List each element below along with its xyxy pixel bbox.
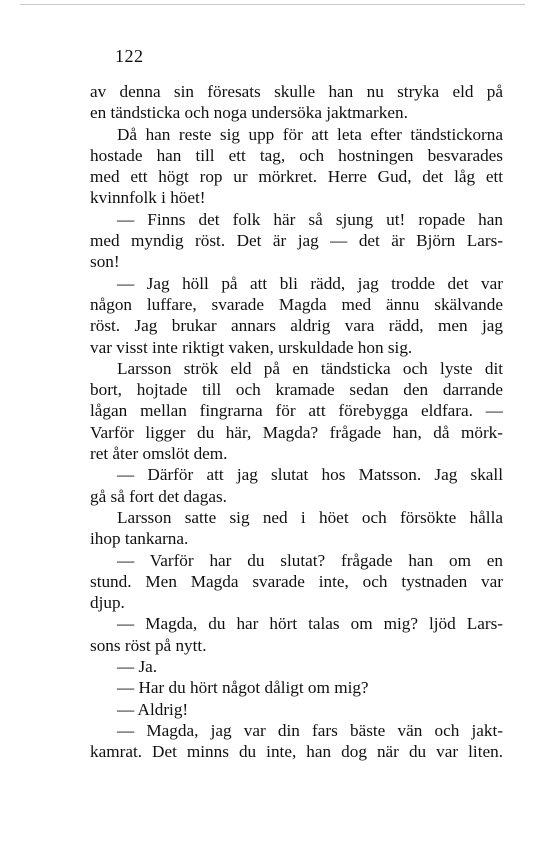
text-line: — Därför att jag slutat hos Matsson. Jag skall [117, 465, 503, 485]
text-line: en tändsticka och noga undersöka jaktmarken. [90, 103, 408, 123]
text-line: Larsson strök eld på en tändsticka och lyste dit [117, 358, 503, 378]
text-line: — Har du hört något dåligt om mig? [117, 678, 369, 698]
text-line: av denna sin föresats skulle han nu stryka eld på [90, 82, 503, 101]
text-line: hostade han till ett tag, och hostningen besvarades [90, 145, 503, 165]
text-line: djup. [90, 593, 125, 613]
text-line: någon luffare, svarade Magda med ännu skälvande [90, 294, 503, 314]
text-line: var visst inte riktigt vaken, urskuldade hon sig. [90, 337, 413, 357]
page-number: 122 [115, 46, 144, 66]
text-line: — Jag höll på att bli rädd, jag trodde det var [117, 273, 503, 293]
text-line: stund. Men Magda svarade inte, och tystnaden var [90, 571, 503, 591]
text-line: kvinnfolk i höet! [90, 188, 206, 208]
text-line: bort, hojtade till och kramade sedan den darrande [90, 380, 503, 400]
text-line: Larsson satte sig ned i höet och försökte hålla [117, 507, 503, 527]
text-line: Då han reste sig upp för att leta efter tändstickorna [117, 124, 503, 144]
text-line: ret åter omslöt dem. [90, 444, 228, 464]
text-line: — Finns det folk här så sjung ut! ropade han [117, 209, 503, 229]
text-line: — Magda, du har hört talas om mig? ljöd Lars- [117, 614, 503, 634]
text-line: — Varför har du slutat? frågade han om en [117, 550, 503, 570]
text-line: son! [90, 252, 120, 272]
text-line: gå så fort det dagas. [90, 486, 227, 506]
text-line: med myndig röst. Det är jag — det är Björn Lars- [90, 231, 503, 251]
body-text [90, 81, 503, 763]
text-line: kamrat. Det minns du inte, han dog när du var liten. [90, 742, 503, 762]
text-line: Varför ligger du här, Magda? frågade han, då mörk- [90, 422, 503, 442]
text-line: — Ja. [117, 657, 158, 677]
text-line: med ett högt rop ur mörkret. Herre Gud, det låg ett [90, 167, 503, 187]
text-line: ihop tankarna. [90, 529, 189, 549]
text-line: — Magda, jag var din fars bäste vän och jakt- [117, 720, 503, 740]
text-line: röst. Jag brukar annars aldrig vara rädd, men jag [90, 316, 503, 336]
text-line: lågan mellan fingrarna för att förebygga eldfara. — [90, 401, 503, 421]
page-top-edge [20, 4, 525, 5]
text-line: — Aldrig! [117, 699, 189, 719]
text-line: sons röst på nytt. [90, 635, 207, 655]
